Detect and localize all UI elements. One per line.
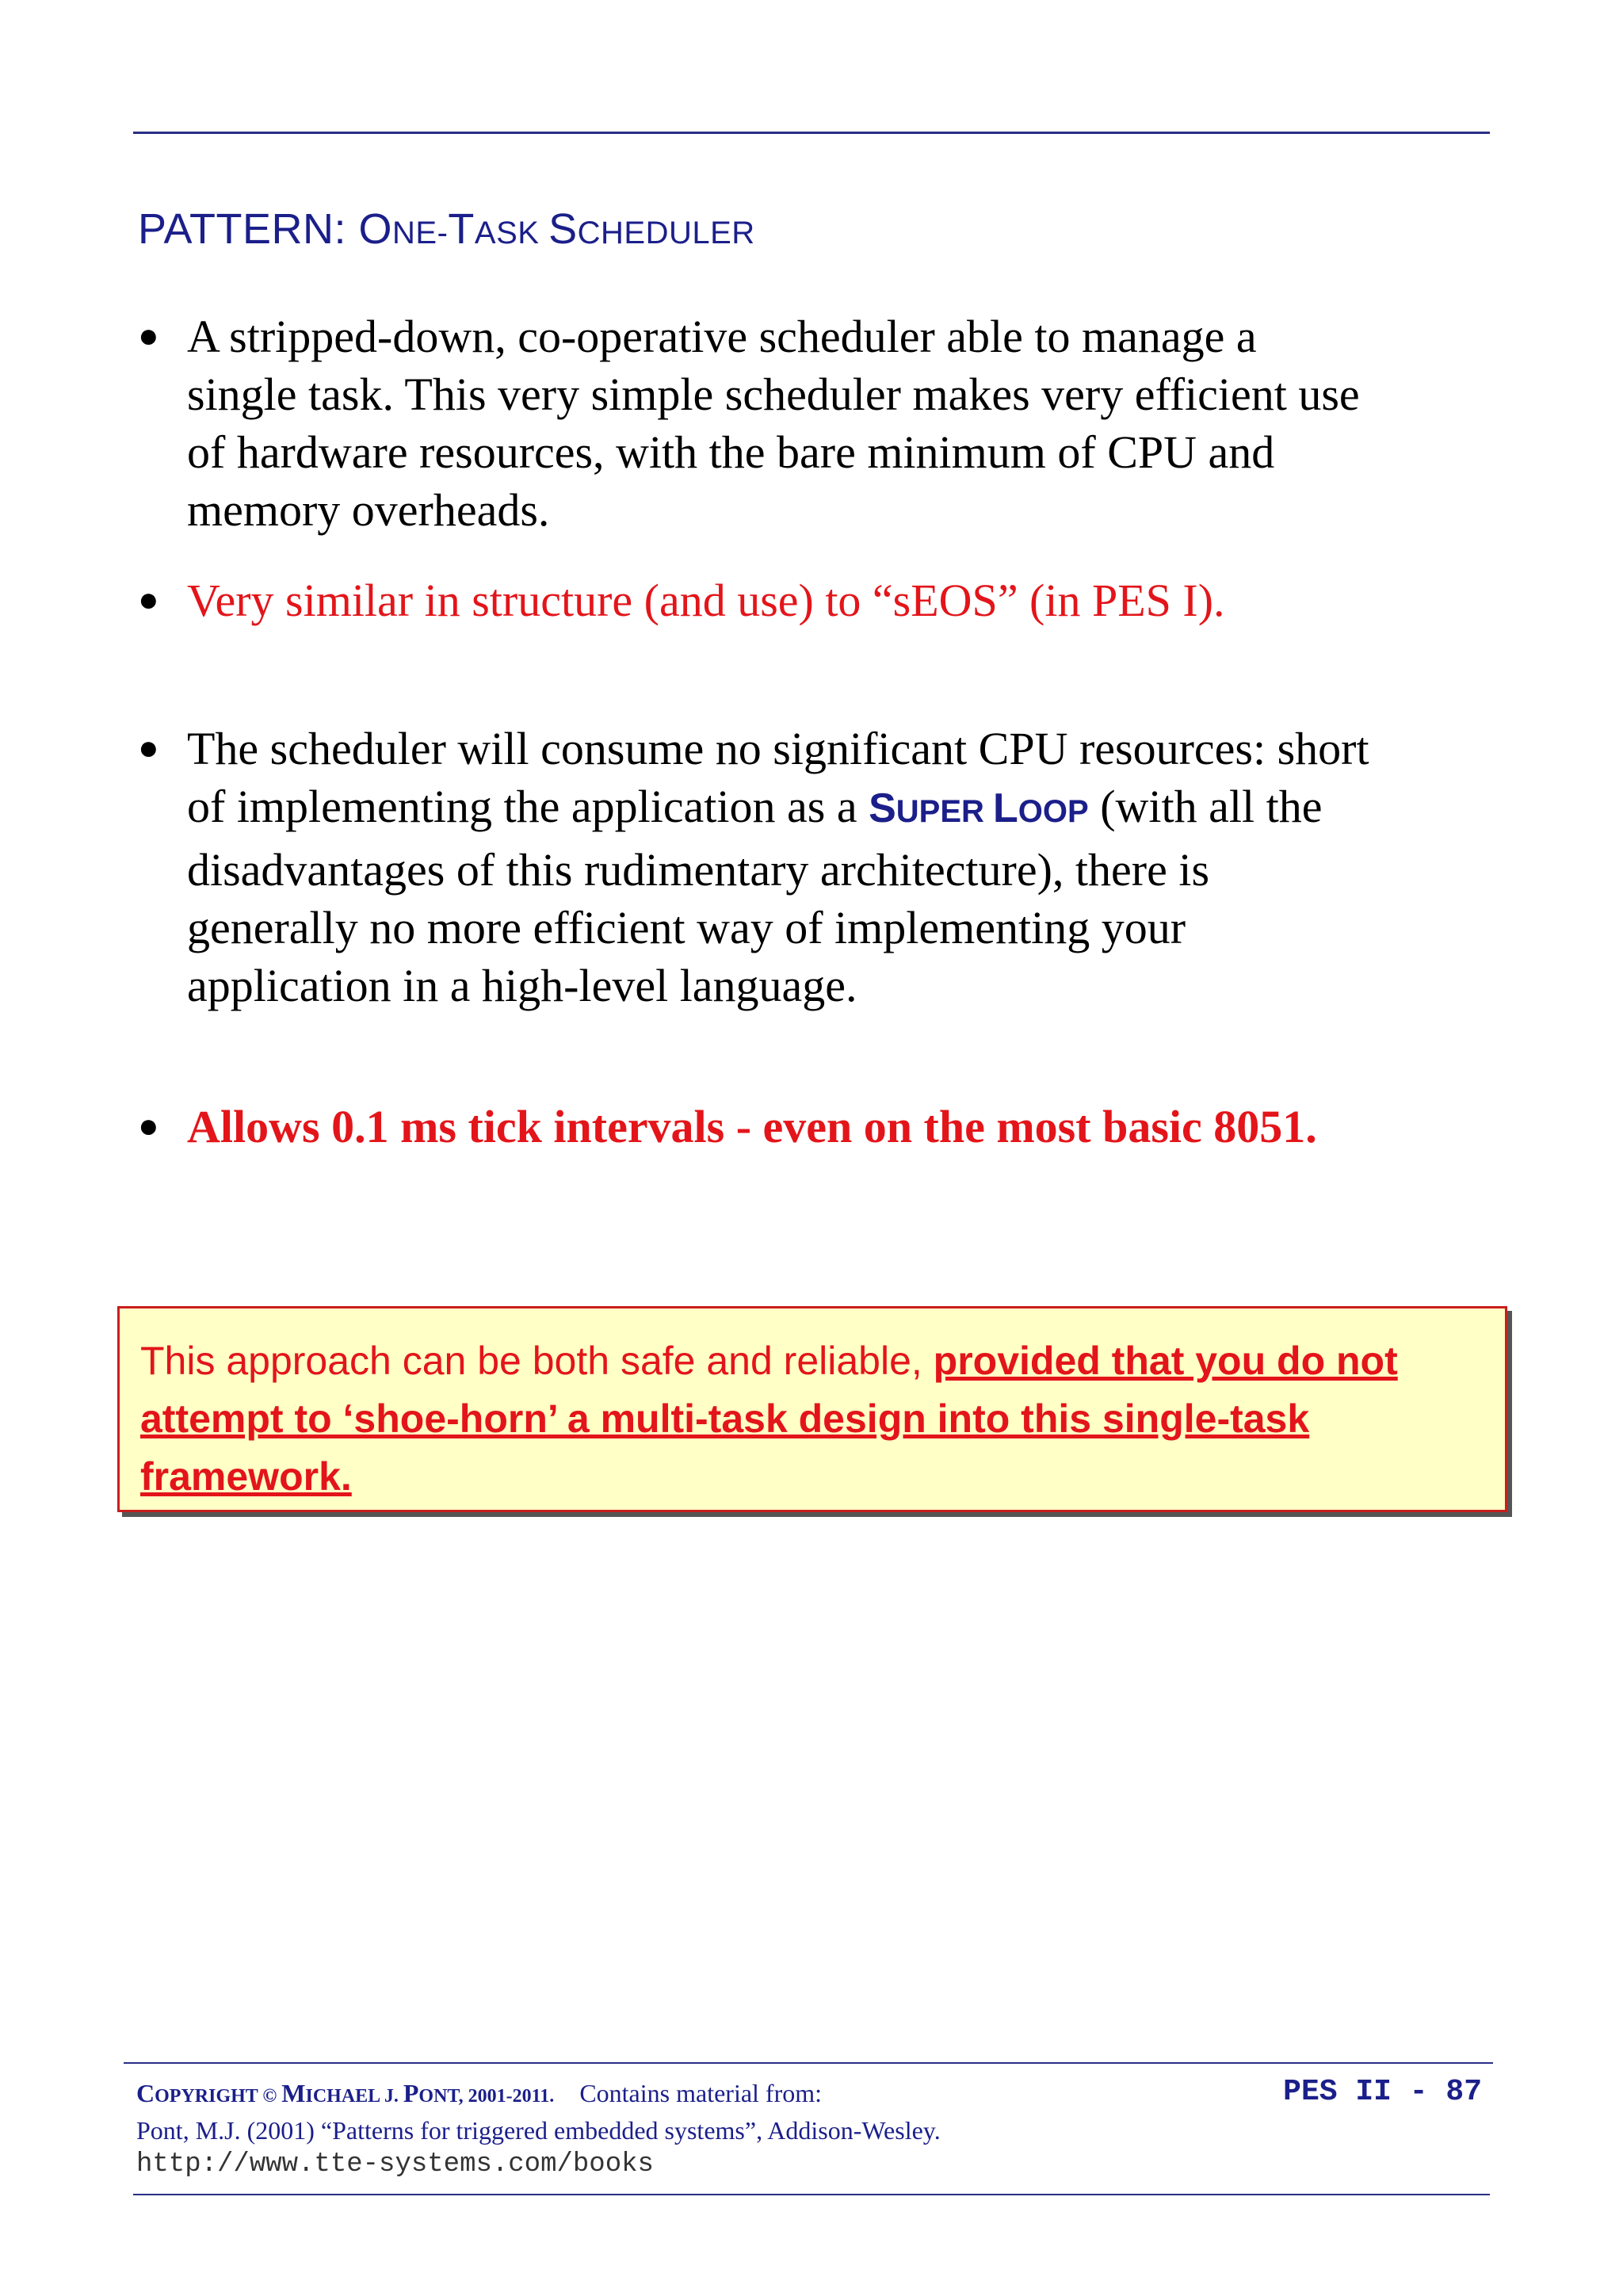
footer-url-link[interactable]: http://www.tte-systems.com/books <box>136 2149 654 2179</box>
copyright-cap: P <box>403 2079 419 2107</box>
copyright-smallcaps: OPYRIGHT © <box>155 2086 282 2107</box>
footer-bottom-rule <box>133 2194 1490 2195</box>
note-emphasis: provided that you do not attempt to ‘shoe-horn’ a multi-task design into this single-task framework. <box>140 1339 1398 1499</box>
bullet-text: Allows 0.1 ms tick intervals - even on the most basic 8051. <box>187 1101 1317 1152</box>
footer-citation: Pont, M.J. (2001) “Patterns for triggered embedded systems”, Addison-Wesley. <box>136 2116 941 2145</box>
copyright-cap: M <box>281 2079 306 2107</box>
title-cap: T <box>448 205 475 253</box>
contains-material: Contains material from: <box>554 2079 823 2107</box>
note-text: This approach can be both safe and reliable, <box>140 1339 934 1383</box>
copyright-smallcaps: ONT, 2001-2011. <box>418 2086 555 2107</box>
warning-note-box <box>117 1306 1507 1512</box>
title-smallcaps: CHEDULER <box>577 216 755 250</box>
footer-top-rule <box>124 2062 1493 2064</box>
bullet-dot-icon: ● <box>138 728 159 767</box>
link-smallcaps: UPER <box>896 794 994 829</box>
bullet-dot-icon: ● <box>138 1106 159 1145</box>
super-loop-link[interactable] <box>869 785 1089 831</box>
title-cap: S <box>548 205 578 253</box>
title-smallcaps: ASK <box>474 216 549 250</box>
copyright-notice <box>136 2079 554 2107</box>
copyright-cap: C <box>136 2079 155 2107</box>
bullet-text-part: The scheduler will consume no significant CPU resources: short of implementing the application as a <box>187 723 1369 832</box>
footer-line-1 <box>136 2076 941 2114</box>
title-smallcaps: NE- <box>392 216 449 250</box>
bullet-text: A stripped-down, co-operative scheduler able to manage a single task. This very simple scheduler makes very efficient use of hardware resources, with the bare minimum of CPU and memory overheads. <box>187 311 1360 536</box>
link-cap: S <box>869 785 896 831</box>
page-number: PES II - 87 <box>1283 2075 1482 2109</box>
bullet-text: Very similar in structure (and use) to “sEOS” (in PES I). <box>187 575 1225 626</box>
bullet-dot-icon: ● <box>138 580 159 619</box>
bullet-text-part: (with all the disadvantages of this rudimentary architecture), there is generally no more efficient way of implementing your application in a high-level language. <box>187 781 1323 1011</box>
footer-copyright <box>136 2076 941 2182</box>
title-cap: O <box>358 205 393 253</box>
bullet-dot-icon: ● <box>138 316 159 355</box>
title-prefix: PATTERN: <box>138 205 359 253</box>
bullet-text <box>187 720 1376 1014</box>
link-smallcaps: OOP <box>1018 794 1089 829</box>
top-rule <box>133 132 1490 134</box>
page-title <box>138 204 755 254</box>
link-cap: L <box>993 785 1018 831</box>
copyright-smallcaps: ICHAEL J. <box>305 2086 403 2107</box>
